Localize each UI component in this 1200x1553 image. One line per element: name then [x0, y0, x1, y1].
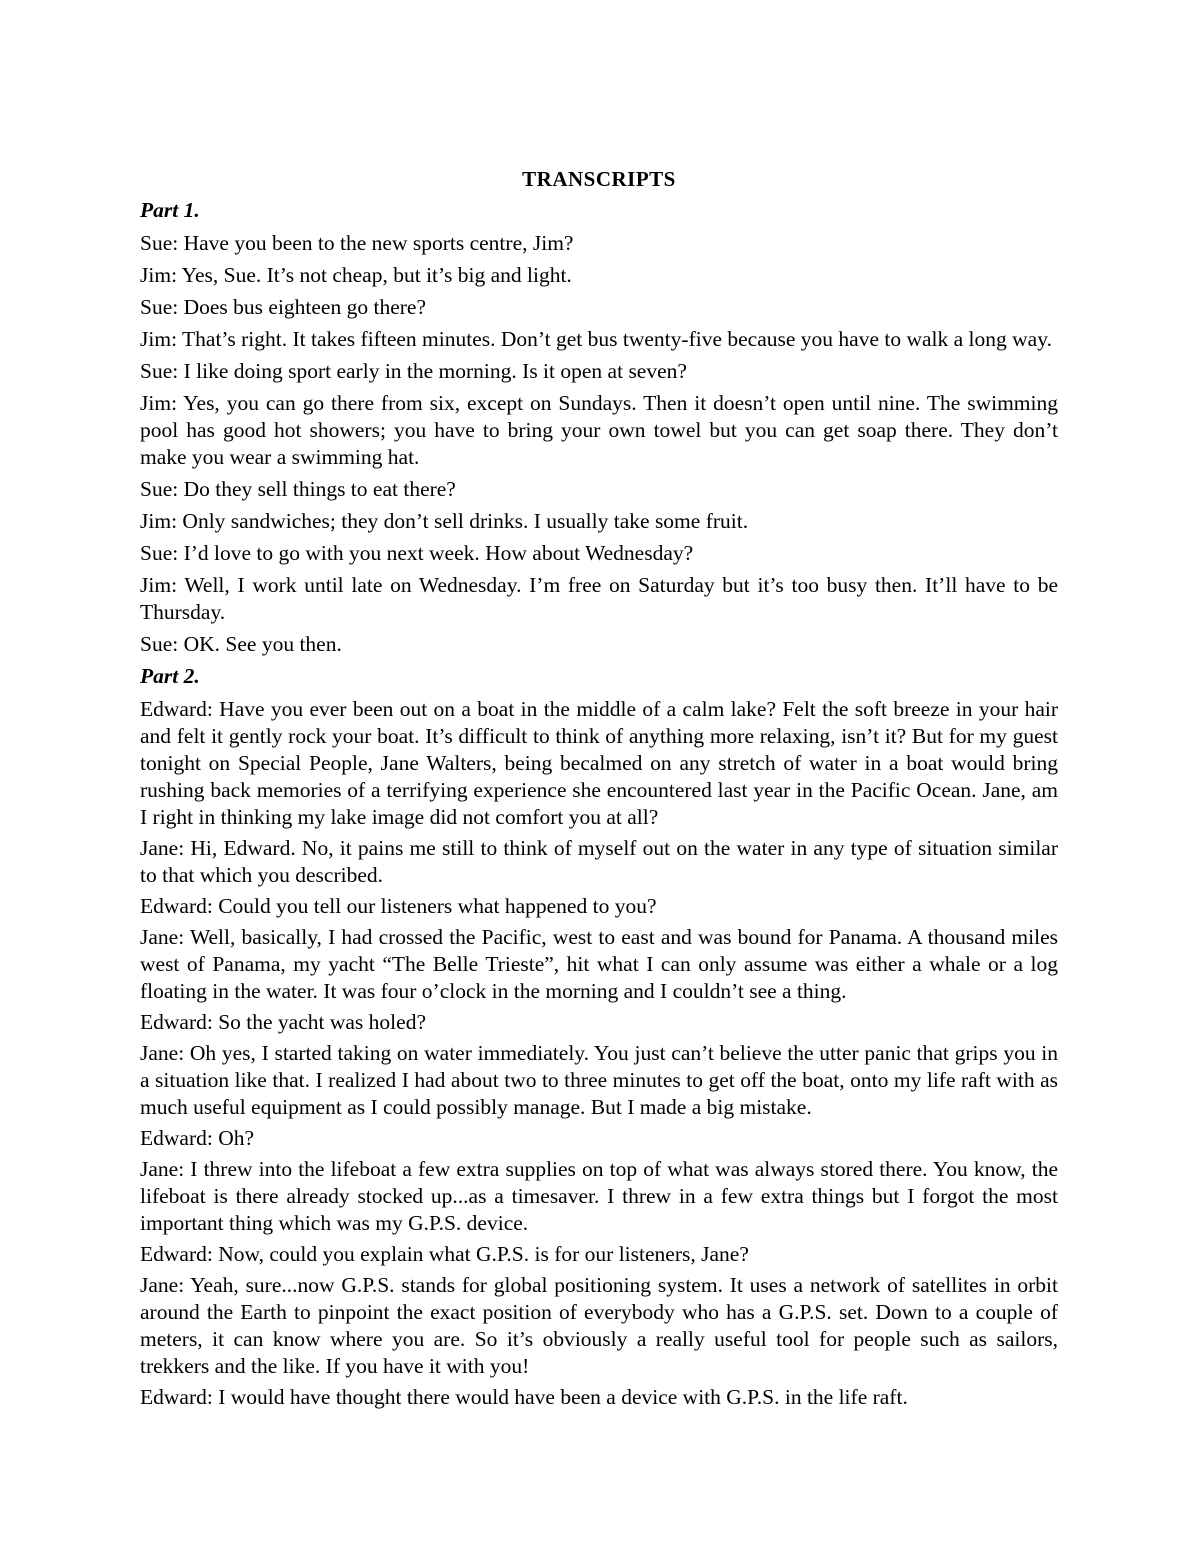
transcript-page	[140, 166, 1058, 1415]
dialogue-line: Edward: I would have thought there would have been a device with G.P.S. in the life raft.	[140, 1385, 908, 1409]
dialogue-line: Sue: I’d love to go with you next week. How about Wednesday?	[140, 541, 694, 565]
dialogue-line: Jane: Hi, Edward. No, it pains me still to think of myself out on the water in any type of situation similar to that which you described.	[140, 836, 1058, 887]
dialogue-line: Edward: So the yacht was holed?	[140, 1010, 426, 1034]
document-title: TRANSCRIPTS	[522, 167, 676, 191]
dialogue-line: Sue: I like doing sport early in the morning. Is it open at seven?	[140, 359, 687, 383]
dialogue-line: Sue: OK. See you then.	[140, 632, 342, 656]
dialogue-line: Edward: Could you tell our listeners what happened to you?	[140, 894, 657, 918]
dialogue-line: Jim: That’s right. It takes fifteen minutes. Don’t get bus twenty-five because you have to walk a long way.	[140, 327, 1052, 351]
dialogue-line: Sue: Have you been to the new sports centre, Jim?	[140, 231, 574, 255]
part-1-section	[140, 197, 1058, 658]
dialogue-line: Edward: Now, could you explain what G.P.S. is for our listeners, Jane?	[140, 1242, 749, 1266]
dialogue-line: Edward: Have you ever been out on a boat in the middle of a calm lake? Felt the soft breeze in your hair and felt it gently rock your boat. It’s difficult to think of anything more relaxing, isn’t it? But for my guest tonight on Special People, Jane Walters, being becalmed on any stretch of water in a boat would bring rushing back memories of a terrifying experience she encountered last year in the Pacific Ocean. Jane, am I right in thinking my lake image did not comfort you at all?	[140, 697, 1058, 829]
dialogue-line: Jim: Yes, you can go there from six, except on Sundays. Then it doesn’t open until nine. The swimming pool has good hot showers; you have to bring your own towel but you can get soap there. They don’t make you wear a swimming hat.	[140, 391, 1058, 469]
dialogue-line: Jane: Well, basically, I had crossed the Pacific, west to east and was bound for Panama. A thousand miles west of Panama, my yacht “The Belle Trieste”, hit what I can only assume was either a whale or a log floating in the water. It was four o’clock in the morning and I couldn’t see a thing.	[140, 925, 1058, 1003]
dialogue-line: Jane: Oh yes, I started taking on water immediately. You just can’t believe the utter panic that grips you in a situation like that. I realized I had about two to three minutes to get off the boat, onto my life raft with as much useful equipment as I could possibly manage. But I made a big mistake.	[140, 1041, 1058, 1119]
dialogue-line: Jim: Yes, Sue. It’s not cheap, but it’s big and light.	[140, 263, 572, 287]
dialogue-line: Edward: Oh?	[140, 1126, 255, 1150]
dialogue-line: Jane: I threw into the lifeboat a few extra supplies on top of what was always stored there. You know, the lifeboat is there already stocked up...as a timesaver. I threw in a few extra things but I forgot the most important thing which was my G.P.S. device.	[140, 1157, 1058, 1235]
dialogue-line: Jim: Only sandwiches; they don’t sell drinks. I usually take some fruit.	[140, 509, 749, 533]
dialogue-line: Jane: Yeah, sure...now G.P.S. stands for global positioning system. It uses a network of satellites in orbit around the Earth to pinpoint the exact position of everybody who has a G.P.S. set. Down to a couple of meters, it can know where you are. So it’s obviously a really useful tool for people such as sailors, trekkers and the like. If you have it with you!	[140, 1273, 1058, 1378]
part-heading: Part 1.	[140, 198, 200, 222]
part-heading: Part 2.	[140, 664, 200, 688]
dialogue-line: Sue: Do they sell things to eat there?	[140, 477, 456, 501]
dialogue-line: Sue: Does bus eighteen go there?	[140, 295, 426, 319]
dialogue-line: Jim: Well, I work until late on Wednesday. I’m free on Saturday but it’s too busy then. It’ll have to be Thursday.	[140, 573, 1058, 624]
part-2-section	[140, 663, 1058, 1411]
